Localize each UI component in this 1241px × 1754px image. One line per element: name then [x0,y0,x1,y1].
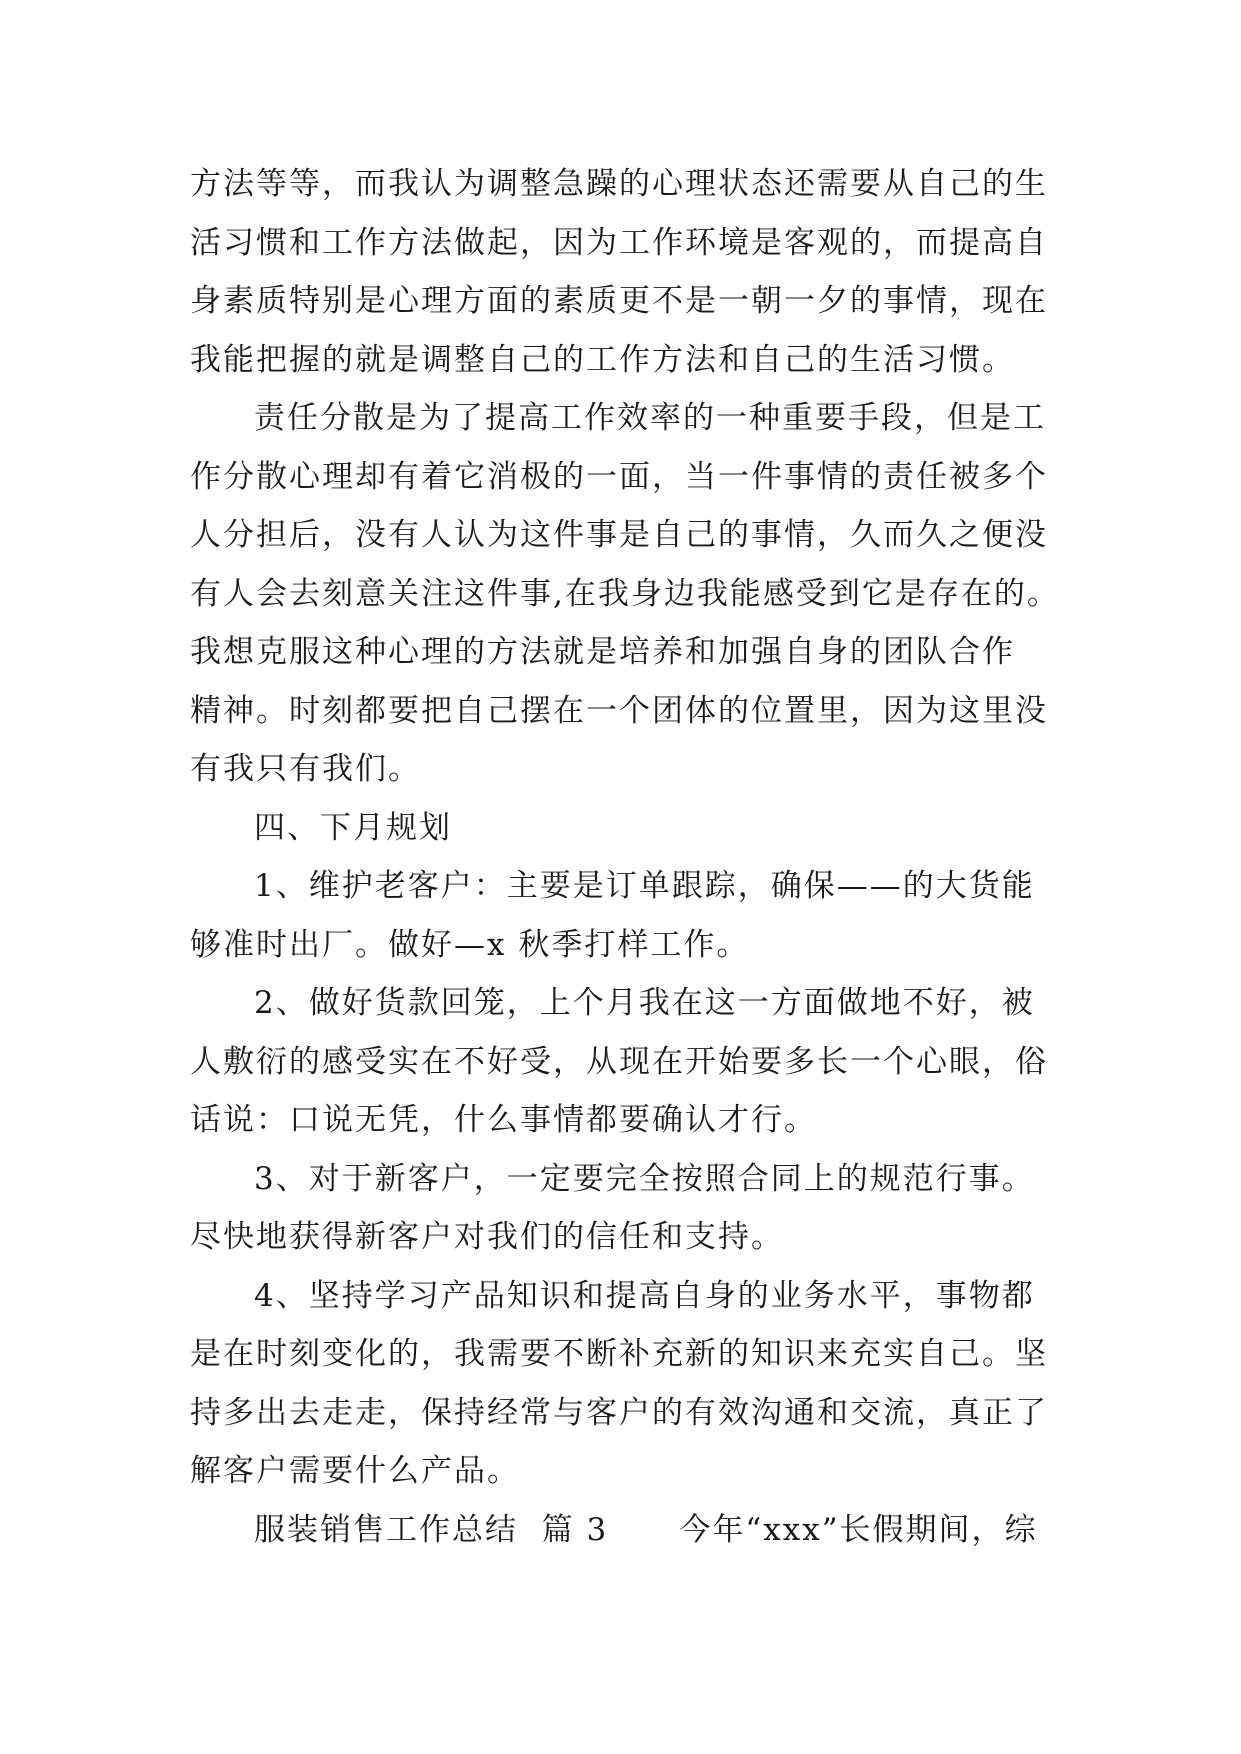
text-line: 作分散心理却有着它消极的一面，当一件事情的责任被多个 [190,458,1048,495]
list-item-3-start: 3、对于新客户，一定要完全按照合同上的规范行事。 [254,1160,1035,1197]
text-line: 精神。时刻都要把自己摆在一个团体的位置里，因为这里没 [190,692,1048,729]
text-line: 解客户需要什么产品。 [190,1453,520,1489]
list-item-1-start: 1、维护老客户：主要是订单跟踪，确保——的大货能 [254,868,1035,904]
text-line: 活习惯和工作方法做起，因为工作环境是客观的，而提高自 [190,224,1048,261]
text-line: 话说：口说无凭，什么事情都要确认才行。 [190,1102,817,1138]
text-line: 有我只有我们。 [190,751,421,787]
text-line: 人分担后，没有人认为这件事是自己的事情，久而久之便没 [190,517,1048,553]
text-line: 尽快地获得新客户对我们的信任和支持。 [190,1219,784,1255]
list-item-4-start: 4、坚持学习产品知识和提高自身的业务水平，事物都 [254,1277,1035,1314]
text-line: 人敷衍的感受实在不好受，从现在开始要多长一个心眼，俗 [190,1043,1048,1080]
text-line: 是在时刻变化的，我需要不断补充新的知识来充实自己。坚 [190,1336,1048,1372]
text-line: 身素质特别是心理方面的素质更不是一朝一夕的事情，现在 [190,283,1048,319]
text-line: 我能把握的就是调整自己的工作方法和自己的生活习惯。 [190,341,1015,378]
section-heading: 四、下月规划 [254,809,452,846]
list-item-2-start: 2、做好货款回笼，上个月我在这一方面做地不好，被 [254,985,1035,1021]
article-title-line: 服装销售工作总结 篇 3 今年“xxx”长假期间，综 [254,1511,1038,1548]
text-line: 持多出去走走，保持经常与客户的有效沟通和交流，真正了 [190,1394,1048,1431]
paragraph-start-line: 责任分散是为了提高工作效率的一种重要手段，但是工 [254,400,1046,436]
text-line: 方法等等，而我认为调整急躁的心理状态还需要从自己的生 [190,166,1048,202]
text-line: 够准时出厂。做好—x 秋季打样工作。 [190,926,750,963]
document-body [190,155,1060,1559]
text-line: 有人会去刻意关注这件事,在我身边我能感受到它是存在的。 [190,575,1060,612]
text-line: 我想克服这种心理的方法就是培养和加强自身的团队合作 [190,634,1015,670]
